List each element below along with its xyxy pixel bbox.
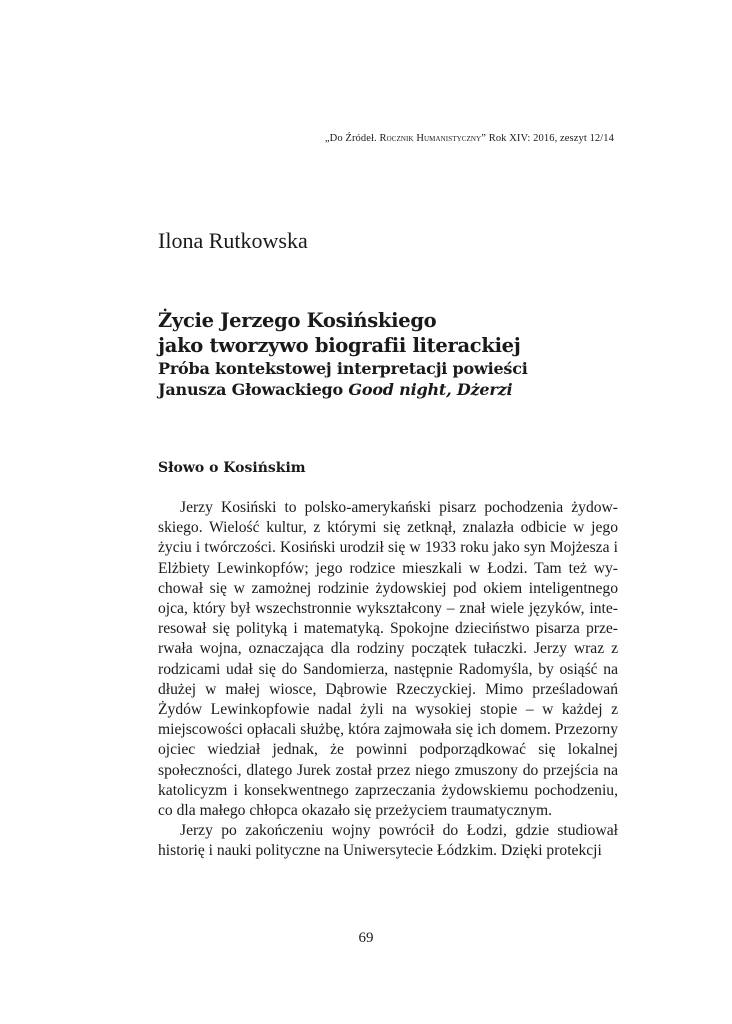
article-title: [158, 308, 618, 400]
section-heading: Słowo o Kosińskim: [158, 460, 306, 476]
subtitle-line-2: [158, 379, 618, 400]
running-head-journal: Rocznik Humanistyczny: [379, 133, 482, 144]
paragraph-1: Jerzy Kosiński to polsko-amerykański pisarz pochodzenia żydowskiego. Wielość kultur, z którymi się zetknął, znalazła odbicie w jego życiu i twórczości. Kosiński urodził się w 1933 roku jako syn Mojżesza i Elżbiety Lewinkopfów; jego rodzice mieszkali w Łodzi. Tam też wychował się w zamożnej rodzinie żydowskiej pod okiem inteligentnego ojca, który był wszechstronnie wykształcony – znał wiele języków, interesował się polityką i matematyką. Spokojne dzieciństwo pisarza przerwała wojna, oznaczająca dla rodziny początek tułaczki. Jerzy wraz z rodzicami udał się do Sandomierza, następnie Radomyśla, by osiąść na dłużej w małej wiosce, Dąbrowie Rzeczyckiej. Mimo prześladowań Żydów Lewinkopfowie nadal żyli na wysokiej stopie – w każdej z miejscowości opłacali służbę, która zajmowała się ich domem. Przezorny ojciec wiedział jednak, że powinni podporządkować się lokalnej społeczności, dlatego Jurek został przez niego zmuszony do przejścia na katolicyzm i konsekwentnego zaprzeczania żydowskiemu pochodzeniu, co dla małego chłopca okazało się przeżyciem traumatycznym.: [158, 499, 618, 820]
subtitle-book-title: Good night, Dżerzi: [348, 380, 513, 399]
body-text: [158, 498, 618, 862]
running-head-prefix: „Do Źródeł.: [324, 133, 380, 144]
title-line-1: Życie Jerzego Kosińskiego: [158, 309, 437, 332]
title-line-2: jako tworzywo biografii literackiej: [158, 334, 521, 357]
page-number: 69: [358, 930, 374, 946]
paragraph-2: Jerzy po zakończeniu wojny powrócił do Łodzi, gdzie studiował historię i nauki polityczne na Uniwersytecie Łódzkim. Dzięki protekcji: [158, 822, 618, 860]
author-name: Ilona Rutkowska: [158, 228, 308, 253]
running-head-suffix: ” Rok XIV: 2016, zeszyt 12/14: [481, 133, 614, 144]
subtitle-line-2-prefix: Janusza Głowackiego: [158, 380, 349, 399]
subtitle-line-1: Próba kontekstowej interpretacji powieści: [158, 359, 528, 378]
running-head: [325, 133, 614, 144]
